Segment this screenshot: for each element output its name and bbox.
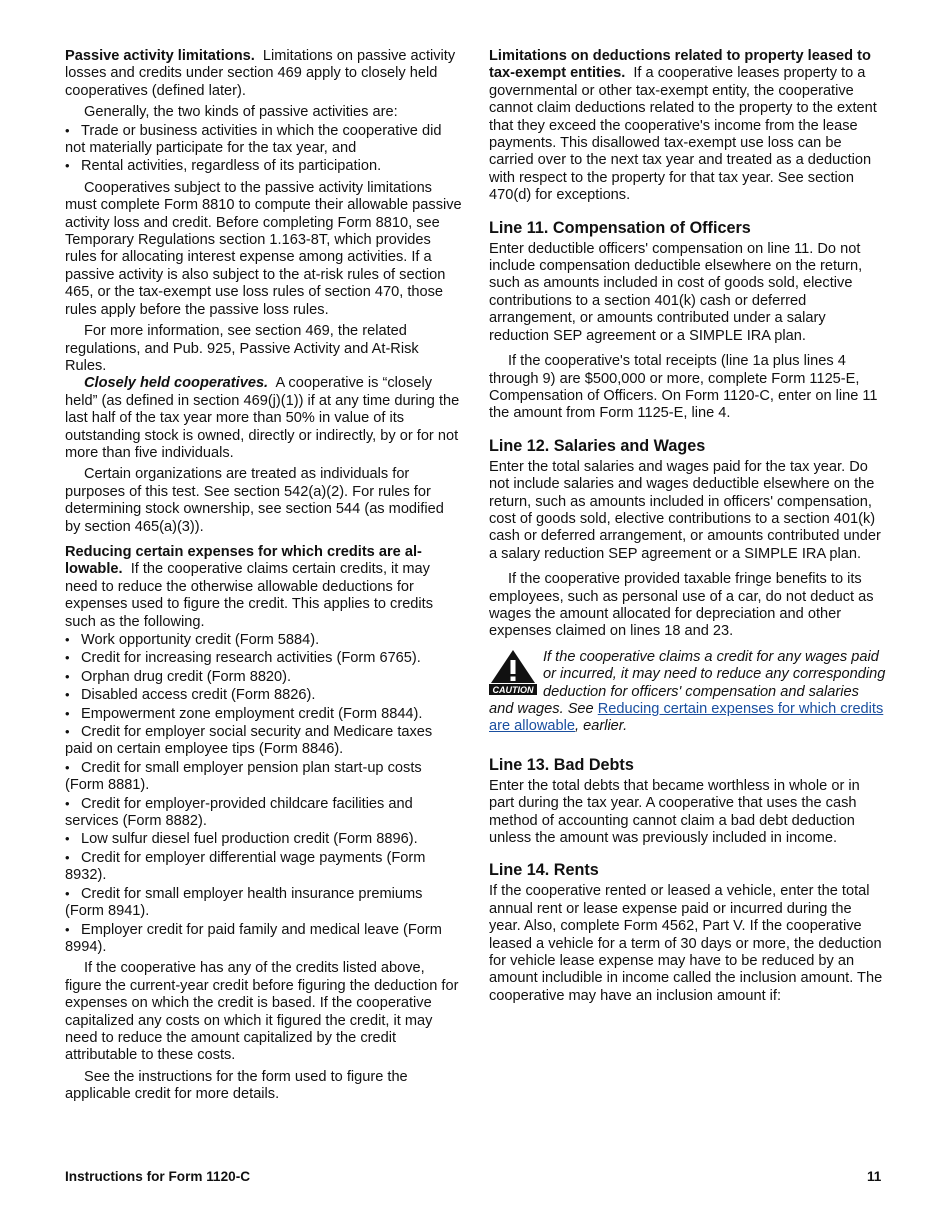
footer-page-number: 11 [867, 1169, 882, 1184]
reducing-expenses-heading: Reducing certain expenses for which credits are allowable. [65, 543, 422, 578]
line12-paragraph-2: If the cooperative provided taxable fringe benefits to its employees, such as personal use of a car, do not deduct as wages the amount allocated for depreciation and other expenses claimed on lines 18 and 23. [489, 571, 874, 640]
right-column [489, 48, 886, 1005]
line12-paragraph-1: Enter the total salaries and wages paid for the tax year. Do not include salaries and wages deductible elsewhere on the return, such as amounts included in officers' compensation, cost of goods sold, elective contributions to a section 401(k) cash or deferred arrangement, or amounts contributed under a salary reduction SEP agreement or a SIMPLE IRA plan. [489, 458, 881, 562]
line14-paragraph: If the cooperative rented or leased a vehicle, enter the total annual rent or lease expense paid or incurred during the year. Also, complete Form 4562, Part V. If the cooperative leased a vehicle for a term of 30 days or more, the deduction for vehicle lease expense may have to be reduced by an amount includible in income called the inclusion amount. The cooperative may have an inclusion amount if: [489, 883, 883, 1004]
credit-item: • Credit for small employer pension plan start-up costs (Form 8881). [65, 759, 462, 795]
bullet-rental: • Rental activities, regardless of its participation. [65, 157, 462, 175]
left-column [65, 48, 462, 1104]
credit-item: • Disabled access credit (Form 8826). [65, 686, 462, 704]
certain-orgs-paragraph: Certain organizations are treated as individuals for purposes of this test. See section 542(a)(2). For rules for determining stock ownership, see section 544 (as modified by section 465(a)(3)). [65, 466, 444, 535]
caution-icon [489, 649, 537, 695]
passive-activity-paragraph [65, 48, 462, 100]
reducing-expenses-text: If the cooperative claims certain credits, it may need to reduce the otherwise allowable deductions for expenses used to figure the credit. This applies to credits such as the following. [65, 561, 434, 630]
line11-paragraph-1: Enter deductible officers' compensation on line 11. Do not include compensation deductible elsewhere on the return, such as amounts included in cost of goods sold, elective contributions to a section 401(k) cash or deferred arrangement, or amounts contributed under a salary reduction SEP agreement or a SIMPLE IRA plan. [489, 240, 863, 344]
credit-item: • Empowerment zone employment credit (Form 8844). [65, 705, 462, 723]
caution-tail: , earlier. [575, 718, 628, 735]
caution-note [489, 649, 886, 736]
cooperatives-subject-paragraph: Cooperatives subject to the passive activity limitations must complete Form 8810 to compute their allowable passive activity loss and credit. Before completing Form 8810, see Temporary Regulations section 1.163-8T, which provides rules for allocating interest expense among activities. If a passive activity is also subject to the at-risk rules of section 465, or the tax-exempt use loss rules of section 470, those rules apply before the passive loss rules. [65, 179, 462, 318]
bullet-trade: • Trade or business activities in which the cooperative did not materially participate for the tax year, and [65, 122, 462, 158]
reducing-expenses-paragraph [65, 544, 462, 631]
limitations-heading: Limitations on deductions related to property leased to tax-exempt entities. [489, 48, 871, 82]
more-info-paragraph: For more information, see section 469, the related regulations, and Pub. 925, Passive Activity and At-Risk Rules. [65, 323, 419, 374]
see-instructions-paragraph: See the instructions for the form used to figure the applicable credit for more details. [65, 1068, 408, 1103]
two-kinds-paragraph: Generally, the two kinds of passive activities are: [84, 104, 398, 121]
line11-paragraph-2: If the cooperative's total receipts (line 1a plus lines 4 through 9) are $500,000 or more, complete Form 1125-E, Compensation of Officers. On Form 1120-C, enter on line 11 the amount from Form 1125-E, line 4. [489, 353, 878, 422]
limitations-text: If a cooperative leases property to a governmental or other tax-exempt entity, the cooperative cannot claim deductions related to the property to the extent that they exceed the cooperative's income from the lease payments. This disallowed tax-exempt use loss can be carried over to the next tax year and treated as a deduction with respect to the property for that tax year. See section 470(d) for exceptions. [489, 65, 877, 204]
credit-item: • Credit for increasing research activities (Form 6765). [65, 649, 462, 667]
caution-text: If the cooperative claims a credit for any wages paid or incurred, it may need to reduce any corresponding deduction for officers' compensation and salaries and wages. See [489, 648, 886, 717]
credit-item: • Low sulfur diesel fuel production credit (Form 8896). [65, 830, 462, 848]
line13-paragraph: Enter the total debts that became worthless in whole or in part during the tax year. A cooperative that uses the cash method of accounting cannot claim a bad debt deduction unless the amount was previously included in income. [489, 777, 860, 847]
credit-item: • Credit for employer-provided childcare facilities and services (Form 8882). [65, 795, 462, 831]
credit-item: • Credit for small employer health insurance premiums (Form 8941). [65, 885, 462, 921]
caution-label: CAUTION [492, 684, 534, 695]
credit-item: • Credit for employer social security and Medicare taxes paid on certain employee tips (Form 8846). [65, 723, 462, 759]
if-credits-paragraph: If the cooperative has any of the credits listed above, figure the current-year credit before figuring the deduction for expenses on which the credit is based. If the cooperative capitalized any costs on which it figured the credit, it may need to reduce the amount capitalized by the credit attributable to these costs. [65, 960, 459, 1064]
closely-held-text: A cooperative is “closely held” (as defined in section 469(j)(1)) if at any time during the last half of the tax year more than 50% in value of its outstanding stock is owned, directly or indirectly, by or for not more than five individuals. [65, 375, 460, 461]
line12-heading: Line 12. Salaries and Wages [489, 436, 706, 455]
line14-heading: Line 14. Rents [489, 861, 599, 880]
footer-form-name: Instructions for Form 1120-C [65, 1169, 251, 1184]
line11-heading: Line 11. Compensation of Officers [489, 218, 751, 237]
closely-held-heading: Closely held cooperatives. [84, 375, 269, 392]
closely-held-paragraph [65, 375, 462, 462]
credit-item: • Credit for employer differential wage payments (Form 8932). [65, 849, 462, 885]
credit-item: • Orphan drug credit (Form 8820). [65, 668, 462, 686]
passive-activity-text: Limitations on passive activity losses and credits under section 469 apply to closely held cooperatives (defined later). [65, 48, 456, 99]
line13-heading: Line 13. Bad Debts [489, 755, 634, 774]
credit-item: • Employer credit for paid family and medical leave (Form 8994). [65, 921, 462, 957]
credit-item: • Work opportunity credit (Form 5884). [65, 631, 462, 649]
passive-activity-heading: Passive activity limitations. [65, 48, 255, 64]
limitations-paragraph [489, 48, 886, 205]
reducing-expenses-link[interactable]: Reducing certain expenses for which credits are allowable [489, 701, 884, 735]
